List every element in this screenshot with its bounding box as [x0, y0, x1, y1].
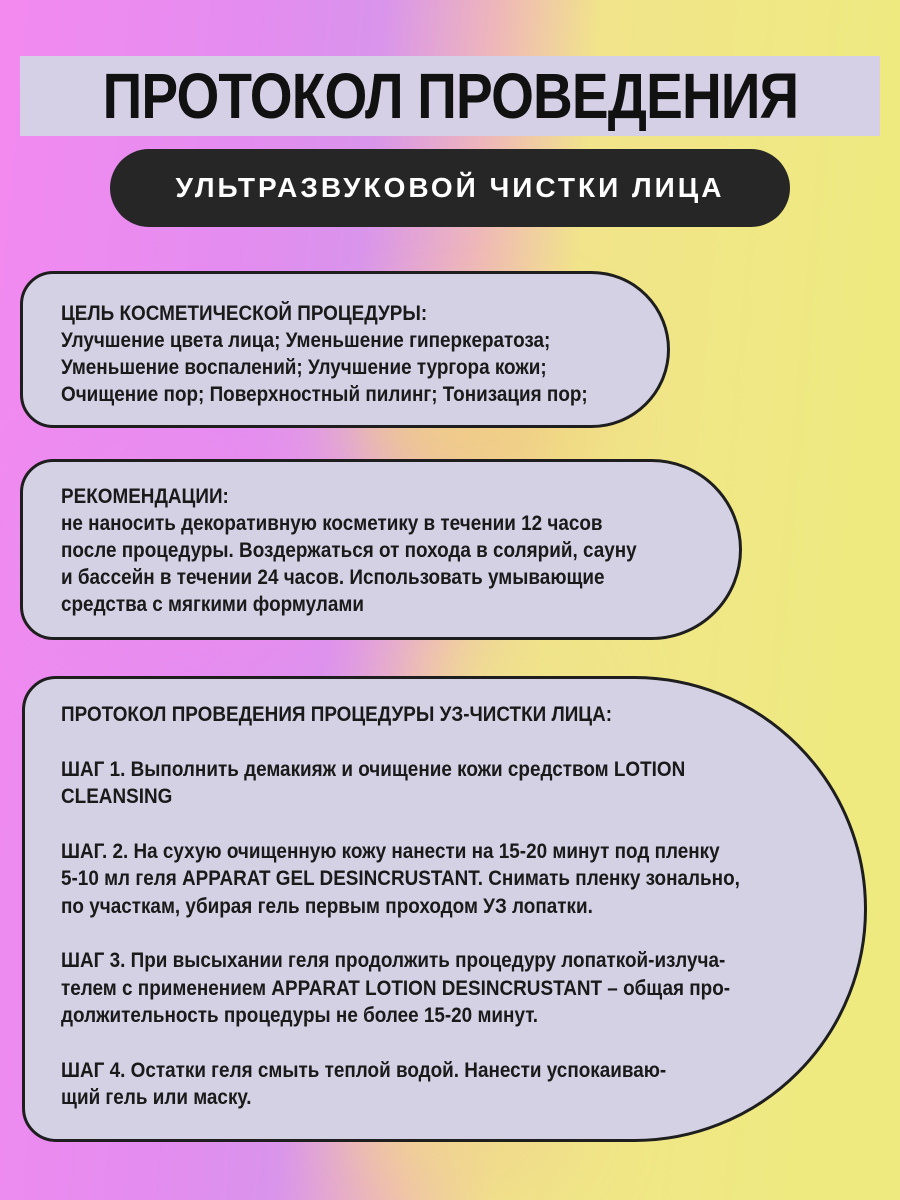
protocol-card: [22, 676, 867, 1142]
step-line: по участкам, убирая гель первым проходом УЗ лопатки.: [61, 894, 593, 918]
step-line: CLEANSING: [61, 785, 173, 808]
step-2: [61, 838, 864, 921]
protocol-heading: ПРОТОКОЛ ПРОВЕДЕНИЯ ПРОЦЕДУРЫ УЗ-ЧИСТКИ ЛИЦА:: [61, 703, 613, 726]
goal-line: Уменьшение воспалений; Улучшение тургора кожи;: [61, 356, 547, 379]
step-1: [61, 756, 864, 811]
step-line: ШАГ 3. При высыхании геля продолжить процедуру лопаткой-излуча-: [61, 949, 726, 972]
recommendations-line: не наносить декоративную косметику в течении 12 часов: [61, 512, 603, 535]
goal-line: Улучшение цвета лица; Уменьшение гиперкератоза;: [61, 329, 551, 352]
page-subtitle: УЛЬТРАЗВУКОВОЙ ЧИСТКИ ЛИЦА: [175, 172, 725, 203]
recommendations-line: после процедуры. Воздержаться от похода в солярий, сауну: [61, 539, 637, 562]
step-4: [61, 1057, 864, 1112]
recommendations-line: и бассейн в течении 24 часов. Использовать умывающие: [61, 566, 605, 589]
goal-line: Очищение пор; Поверхностный пилинг; Тонизация пор;: [61, 383, 588, 406]
step-line: ШАГ 1. Выполнить демакияж и очищение кожи средством LOTION: [61, 757, 686, 781]
step-line: ШАГ 4. Остатки геля смыть теплой водой. Нанести успокаиваю-: [61, 1058, 667, 1082]
subtitle-pill: [110, 149, 790, 227]
goal-card: [20, 271, 670, 428]
goal-heading: ЦЕЛЬ КОСМЕТИЧЕСКОЙ ПРОЦЕДУРЫ:: [61, 302, 428, 325]
step-line: щий гель или маску.: [61, 1086, 252, 1109]
step-3: [61, 947, 864, 1030]
recommendations-line: средства с мягкими формулами: [61, 593, 365, 616]
title-banner: [20, 56, 880, 136]
recommendations-heading: РЕКОМЕНДАЦИИ:: [61, 485, 229, 508]
page-title: ПРОТОКОЛ ПРОВЕДЕНИЯ: [102, 60, 798, 132]
step-line: телем с применением APPARAT LOTION DESINCRUSTANT – общая про-: [61, 976, 731, 1000]
step-line: должительность процедуры не более 15-20 минут.: [61, 1004, 539, 1027]
step-line: ШАГ. 2. На сухую очищенную кожу нанести на 15-20 минут под пленку: [61, 839, 720, 863]
step-line: 5-10 мл геля APPARAT GEL DESINCRUSTANT. Снимать пленку зонально,: [61, 867, 740, 890]
protocol-heading-block: [61, 701, 864, 729]
recommendations-card: [20, 459, 742, 640]
